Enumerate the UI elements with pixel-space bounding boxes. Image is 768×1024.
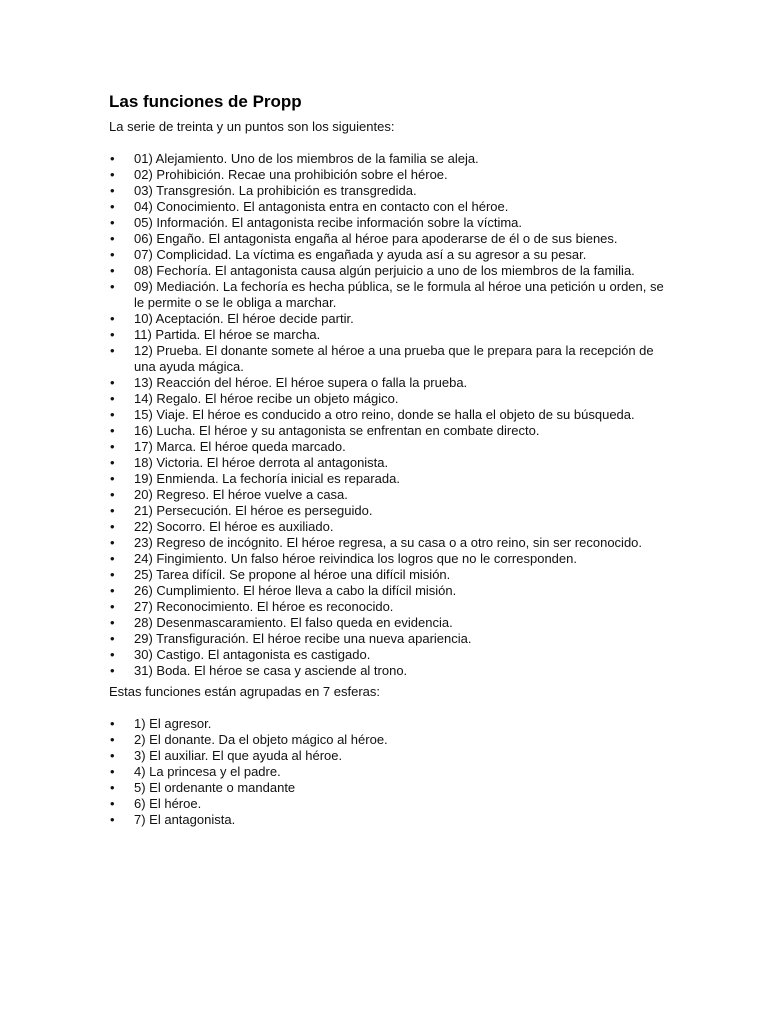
function-item (109, 311, 668, 327)
bullet-icon: • (110, 311, 115, 326)
function-item-text: 17) Marca. El héroe queda marcado. (134, 439, 346, 454)
function-item (109, 327, 668, 343)
sphere-item-text: 3) El auxiliar. El que ayuda al héroe. (134, 748, 343, 763)
bullet-icon: • (110, 631, 115, 646)
function-item-text: 31) Boda. El héroe se casa y asciende al trono. (134, 663, 408, 678)
function-item (109, 615, 668, 631)
function-item (109, 647, 668, 663)
sphere-item (109, 764, 668, 780)
function-item-text: 03) Transgresión. La prohibición es transgredida. (134, 183, 417, 198)
function-item (109, 551, 668, 567)
function-item-text: 06) Engaño. El antagonista engaña al héroe para apoderarse de él o de sus bienes. (134, 231, 618, 246)
function-item (109, 583, 668, 599)
function-item (109, 535, 668, 551)
function-item-text: 04) Conocimiento. El antagonista entra en contacto con el héroe. (134, 199, 509, 214)
bullet-icon: • (110, 391, 115, 406)
bullet-icon: • (110, 199, 115, 214)
function-item-text: 10) Aceptación. El héroe decide partir. (134, 311, 354, 326)
bullet-icon: • (110, 471, 115, 486)
spheres-list (109, 716, 668, 828)
function-item-text: 23) Regreso de incógnito. El héroe regresa, a su casa o a otro reino, sin ser reconocido. (134, 535, 643, 550)
function-item-text: 28) Desenmascaramiento. El falso queda en evidencia. (134, 615, 453, 630)
bullet-icon: • (110, 748, 115, 763)
bullet-icon: • (110, 764, 115, 779)
function-item-text: 08) Fechoría. El antagonista causa algún perjuicio a uno de los miembros de la familia. (134, 263, 635, 278)
bullet-icon: • (110, 780, 115, 795)
function-item (109, 503, 668, 519)
function-item (109, 199, 668, 215)
bullet-icon: • (110, 663, 115, 678)
function-item (109, 567, 668, 583)
bullet-icon: • (110, 231, 115, 246)
function-item (109, 439, 668, 455)
bullet-icon: • (110, 535, 115, 550)
function-item (109, 263, 668, 279)
function-item-text: 21) Persecución. El héroe es perseguido. (134, 503, 373, 518)
sphere-item (109, 780, 668, 796)
function-item-text: 25) Tarea difícil. Se propone al héroe una difícil misión. (134, 567, 451, 582)
bullet-icon: • (110, 327, 115, 342)
function-item-text: 26) Cumplimiento. El héroe lleva a cabo la difícil misión. (134, 583, 457, 598)
bullet-icon: • (110, 375, 115, 390)
bullet-icon: • (110, 519, 115, 534)
function-item (109, 343, 668, 375)
function-item (109, 215, 668, 231)
bullet-icon: • (110, 796, 115, 811)
function-item (109, 487, 668, 503)
bullet-icon: • (110, 567, 115, 582)
sphere-item (109, 796, 668, 812)
function-item-text: 20) Regreso. El héroe vuelve a casa. (134, 487, 348, 502)
function-item-text: 16) Lucha. El héroe y su antagonista se enfrentan en combate directo. (134, 423, 540, 438)
bullet-icon: • (110, 455, 115, 470)
sphere-item-text: 4) La princesa y el padre. (134, 764, 281, 779)
function-item-text: 13) Reacción del héroe. El héroe supera o falla la prueba. (134, 375, 468, 390)
function-item-text: 27) Reconocimiento. El héroe es reconocido. (134, 599, 394, 614)
sphere-item (109, 732, 668, 748)
bullet-icon: • (110, 263, 115, 278)
bullet-icon: • (110, 167, 115, 182)
function-item-text: 12) Prueba. El donante somete al héroe a una prueba que le prepara para la recepción de una ayuda mágica. (134, 343, 654, 374)
function-item (109, 151, 668, 167)
bullet-icon: • (110, 151, 115, 166)
bullet-icon: • (110, 215, 115, 230)
function-item-text: 24) Fingimiento. Un falso héroe reivindica los logros que no le corresponden. (134, 551, 577, 566)
spheres-intro-paragraph: Estas funciones están agrupadas en 7 esferas: (109, 684, 381, 699)
function-item-text: 18) Victoria. El héroe derrota al antagonista. (134, 455, 389, 470)
bullet-icon: • (110, 551, 115, 566)
function-item (109, 183, 668, 199)
sphere-item-text: 5) El ordenante o mandante (134, 780, 296, 795)
bullet-icon: • (110, 716, 115, 731)
bullet-icon: • (110, 439, 115, 454)
bullet-icon: • (110, 732, 115, 747)
bullet-icon: • (110, 487, 115, 502)
function-item (109, 455, 668, 471)
bullet-icon: • (110, 247, 115, 262)
sphere-item-text: 2) El donante. Da el objeto mágico al héroe. (134, 732, 388, 747)
bullet-icon: • (110, 812, 115, 827)
sphere-item-text: 1) El agresor. (134, 716, 212, 731)
function-item-text: 05) Información. El antagonista recibe información sobre la víctima. (134, 215, 523, 230)
function-item-text: 29) Transfiguración. El héroe recibe una nueva apariencia. (134, 631, 472, 646)
bullet-icon: • (110, 647, 115, 662)
function-item (109, 231, 668, 247)
function-item (109, 391, 668, 407)
bullet-icon: • (110, 615, 115, 630)
function-item-text: 09) Mediación. La fechoría es hecha pública, se le formula al héroe una petición u orden, se le permite o se le obliga a marchar. (134, 279, 664, 310)
sphere-item (109, 748, 668, 764)
page-title: Las funciones de Propp (109, 92, 302, 111)
bullet-icon: • (110, 279, 115, 294)
bullet-icon: • (110, 183, 115, 198)
function-item (109, 423, 668, 439)
function-item (109, 279, 668, 311)
function-item-text: 22) Socorro. El héroe es auxiliado. (134, 519, 334, 534)
function-item (109, 167, 668, 183)
bullet-icon: • (110, 407, 115, 422)
bullet-icon: • (110, 343, 115, 358)
function-item-text: 02) Prohibición. Recae una prohibición sobre el héroe. (134, 167, 448, 182)
function-item-text: 07) Complicidad. La víctima es engañada y ayuda así a su agresor a su pesar. (134, 247, 587, 262)
function-item (109, 471, 668, 487)
function-item (109, 407, 668, 423)
functions-list (109, 151, 668, 679)
bullet-icon: • (110, 503, 115, 518)
bullet-icon: • (110, 423, 115, 438)
function-item-text: 15) Viaje. El héroe es conducido a otro reino, donde se halla el objeto de su búsqueda. (134, 407, 635, 422)
function-item (109, 247, 668, 263)
function-item (109, 375, 668, 391)
function-item-text: 19) Enmienda. La fechoría inicial es reparada. (134, 471, 400, 486)
sphere-item-text: 6) El héroe. (134, 796, 202, 811)
function-item-text: 30) Castigo. El antagonista es castigado. (134, 647, 371, 662)
function-item-text: 01) Alejamiento. Uno de los miembros de la familia se aleja. (134, 151, 479, 166)
bullet-icon: • (110, 599, 115, 614)
function-item (109, 599, 668, 615)
bullet-icon: • (110, 583, 115, 598)
function-item (109, 663, 668, 679)
function-item (109, 631, 668, 647)
sphere-item (109, 716, 668, 732)
intro-paragraph: La serie de treinta y un puntos son los siguientes: (109, 119, 395, 134)
sphere-item-text: 7) El antagonista. (134, 812, 236, 827)
function-item (109, 519, 668, 535)
sphere-item (109, 812, 668, 828)
function-item-text: 11) Partida. El héroe se marcha. (134, 327, 321, 342)
function-item-text: 14) Regalo. El héroe recibe un objeto mágico. (134, 391, 399, 406)
